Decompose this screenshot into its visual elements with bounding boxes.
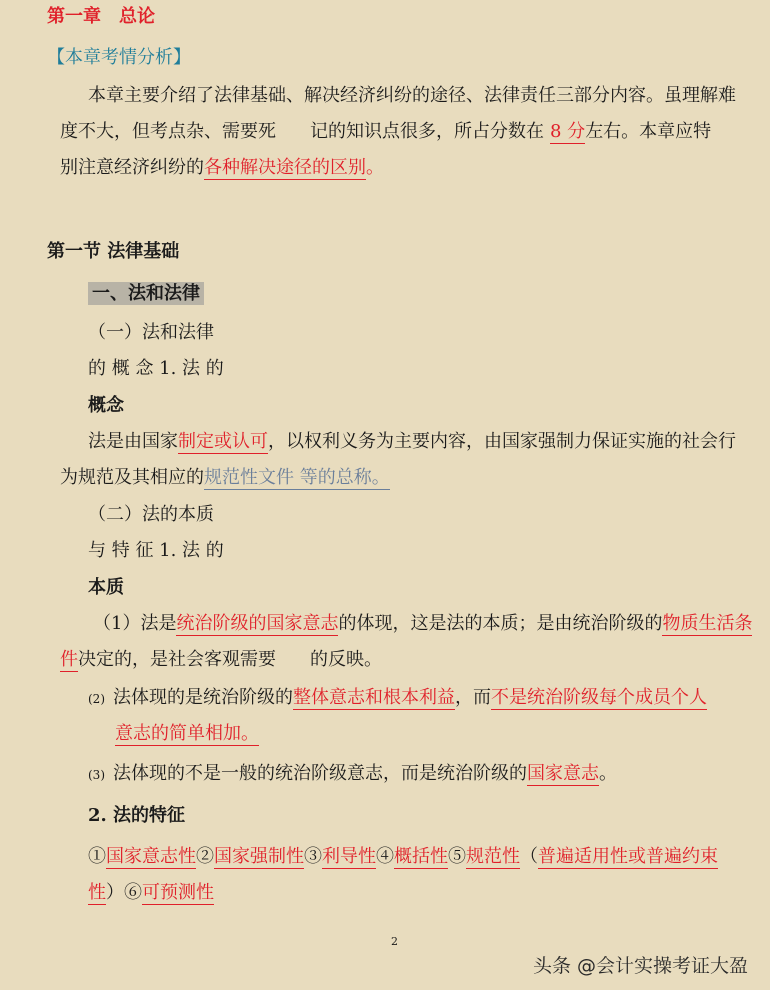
item2-line2: 与 特 征 1. 法 的 xyxy=(88,540,224,561)
concept-line-2 xyxy=(60,466,390,490)
feature-5-detail: 普遍适用性或普遍约束 xyxy=(538,846,718,867)
item1-concept-line: 的 概 念 1. 法 的 xyxy=(88,358,224,379)
feature-6: 可预测性 xyxy=(142,882,214,903)
feature-3: 利导性 xyxy=(322,846,376,867)
intro-line-2-text-c: 左右。本章应特 xyxy=(585,121,712,142)
intro-line-2-text-b: 记的知识点很多，所占分数在 xyxy=(310,121,544,142)
essence-1-text-b: 的体现，这是法的本质；是由统治阶级的 xyxy=(338,613,663,634)
intro-highlight-link: 各种解决途径的区别 xyxy=(204,157,366,178)
item1-heading: （一）法和法律 xyxy=(88,322,214,343)
concept-line-1 xyxy=(88,430,736,454)
essence-2-line-2 xyxy=(115,722,259,746)
concept-text-b: ，以权利义务为主要内容，由国家强制力保证实施的社会行 xyxy=(268,431,736,452)
feature-paren-open: （ xyxy=(520,846,538,867)
section-title: 第一节 法律基础 xyxy=(47,241,180,262)
analysis-heading: 【本章考情分析】 xyxy=(47,47,191,68)
feature-num-6: ）⑥ xyxy=(106,882,142,903)
intro-line-2-text-a: 度不大，但考点杂、需要死 xyxy=(60,121,276,142)
essence-2-highlight-2: 不是统治阶级每个成员个人 xyxy=(491,687,707,708)
essence-2-highlight-3: 意志的简单相加。 xyxy=(115,723,259,744)
feature-num-5: ⑤ xyxy=(448,846,466,867)
chapter-title: 第一章 总论 xyxy=(47,6,155,27)
features-line-1 xyxy=(88,845,718,869)
essence-2-number: (2) xyxy=(88,692,105,706)
feature-2: 国家强制性 xyxy=(214,846,304,867)
item2-heading: （二）法的本质 xyxy=(88,504,214,525)
essence-1-text-c: 决定的，是社会客观需要 xyxy=(78,649,276,670)
essence-1-line-1 xyxy=(93,612,752,636)
essence-2-text-a: 法体现的是统治阶级的 xyxy=(113,687,293,708)
intro-line-3-period: 。 xyxy=(366,157,384,178)
essence-1-highlight-2: 物质生活条 xyxy=(662,613,753,634)
essence-1-highlight-3: 件 xyxy=(60,649,78,670)
essence-3-text-a: 法体现的不是一般的统治阶级意志，而是统治阶级的 xyxy=(113,763,527,784)
essence-1-text-d: 的反映。 xyxy=(310,649,382,670)
essence-3-highlight: 国家意志 xyxy=(527,763,599,784)
essence-3-number: (3) xyxy=(88,768,105,782)
concept-text-c: 为规范及其相应的 xyxy=(60,467,204,488)
subsection-title xyxy=(88,282,204,306)
page-number: 2 xyxy=(391,935,398,948)
intro-line-2 xyxy=(60,120,711,144)
features-heading: 2. 法的特征 xyxy=(88,805,186,826)
essence-1-line-2 xyxy=(60,648,382,672)
intro-line-1: 本章主要介绍了法律基础、解决经济纠纷的途径、法律责任三部分内容。虽理解难 xyxy=(88,85,736,106)
features-line-2 xyxy=(88,881,214,905)
intro-line-3 xyxy=(60,156,384,180)
feature-5: 规范性 xyxy=(466,846,520,867)
feature-1: 国家意志性 xyxy=(106,846,196,867)
essence-2-line-1 xyxy=(88,686,707,711)
score-highlight: 8 分 xyxy=(550,121,586,142)
feature-num-4: ④ xyxy=(376,846,394,867)
feature-4: 概括性 xyxy=(394,846,448,867)
concept-highlight-2: 规范性文件 等的总称。 xyxy=(204,467,390,488)
essence-label: 本质 xyxy=(88,577,124,598)
feature-num-3: ③ xyxy=(304,846,322,867)
subsection-title-text: 一、法和法律 xyxy=(88,282,204,305)
concept-highlight-1: 制定或认可 xyxy=(178,431,268,452)
essence-3-line xyxy=(88,762,617,787)
essence-3-text-b: 。 xyxy=(599,763,617,784)
intro-line-3-text-a: 别注意经济纠纷的 xyxy=(60,157,204,178)
essence-1-text-a: （1）法是 xyxy=(93,613,177,634)
essence-1-highlight-1: 统治阶级的国家意志 xyxy=(176,613,339,634)
watermark: 头条 @会计实操考证大盈 xyxy=(533,955,749,977)
concept-text-a: 法是由国家 xyxy=(88,431,178,452)
concept-label: 概念 xyxy=(88,395,124,416)
essence-2-highlight-1: 整体意志和根本利益 xyxy=(293,687,455,708)
feature-5-detail-end: 性 xyxy=(88,882,106,903)
essence-2-text-b: ，而 xyxy=(455,687,491,708)
feature-num-1: ① xyxy=(88,846,106,867)
feature-num-2: ② xyxy=(196,846,214,867)
